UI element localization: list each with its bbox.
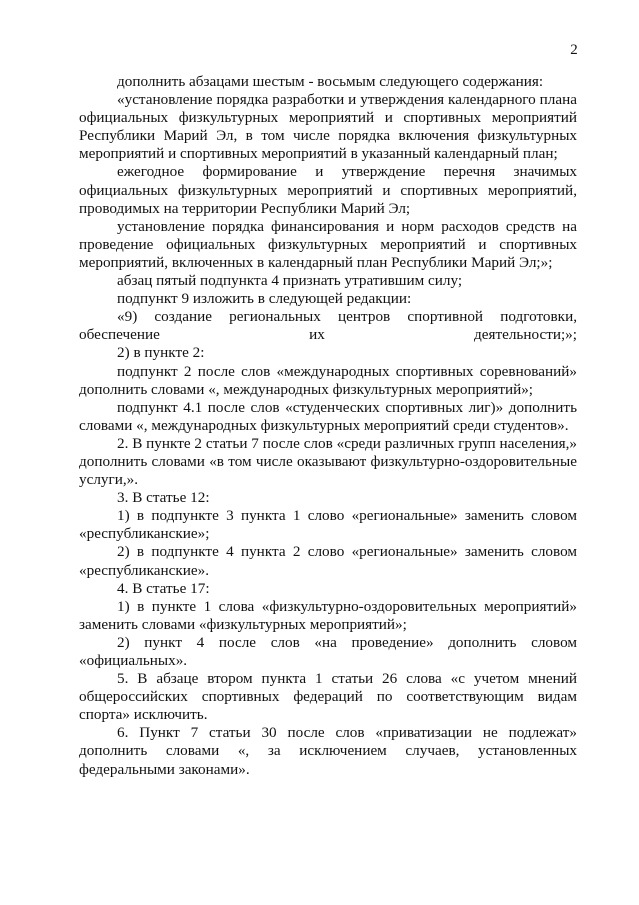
paragraph: 2) в подпункте 4 пункта 2 слово «региональные» заменить словом «республиканские». (79, 543, 577, 579)
paragraph: 2) в пункте 2: (117, 344, 205, 362)
paragraph: 5. В абзаце втором пункта 1 статьи 26 слова «с учетом мнений общероссийских спортивных федераций по соответствующим видам спорта» исключить. (79, 670, 577, 724)
paragraph: «установление порядка разработки и утверждения календарного плана официальных физкультурных мероприятий и спортивных мероприятий Республики Марий Эл, в том числе порядка включения физкультурных мероприятий и спортивных мероприятий в указанный календарный план; (79, 91, 577, 163)
paragraph: дополнить абзацами шестым - восьмым следующего содержания: (117, 73, 544, 90)
paragraph: подпункт 4.1 после слов «студенческих спортивных лиг)» дополнить словами «, международных физкультурных мероприятий среди студентов». (79, 398, 577, 434)
paragraph: 6. Пункт 7 статьи 30 после слов «приватизации не подлежат» дополнить словами «, за исключением случаев, установленных федеральными законами». (79, 724, 577, 778)
page-number: 2 (570, 42, 578, 58)
paragraph: 1) в пункте 1 слова «физкультурно-оздоровительных мероприятий» заменить словами «физкультурных мероприятий»; (79, 597, 577, 633)
paragraph: 2. В пункте 2 статьи 7 после слов «среди различных групп населения,» дополнить словами «в том числе оказывают физкультурно-оздоровительные услуги,». (79, 434, 577, 489)
paragraph: подпункт 9 изложить в следующей редакции: (117, 290, 412, 308)
paragraph: 4. В статье 17: (117, 579, 210, 597)
paragraph: установление порядка финансирования и норм расходов средств на проведение официальных физкультурных мероприятий и спортивных мероприятий, включенных в календарный план Республики Марий Эл;»; (79, 217, 577, 271)
paragraph: подпункт 2 после слов «международных спортивных соревнований» дополнить словами «, международных физкультурных мероприятий»; (79, 362, 577, 398)
paragraph: ежегодное формирование и утверждение перечня значимых официальных физкультурных мероприятий и спортивных мероприятий, проводимых на территории Республики Марий Эл; (79, 163, 577, 217)
paragraph: 3. В статье 12: (117, 489, 210, 507)
paragraph: 2) пункт 4 после слов «на проведение» дополнить словом «официальных». (79, 633, 577, 669)
paragraph: «9) создание региональных центров спортивной подготовки, обеспечение их деятельности;»; (79, 308, 577, 344)
document-body (79, 73, 577, 779)
paragraph: 1) в подпункте 3 пункта 1 слово «региональные» заменить словом «республиканские»; (79, 507, 577, 543)
paragraph: абзац пятый подпункта 4 признать утратившим силу; (117, 272, 463, 290)
